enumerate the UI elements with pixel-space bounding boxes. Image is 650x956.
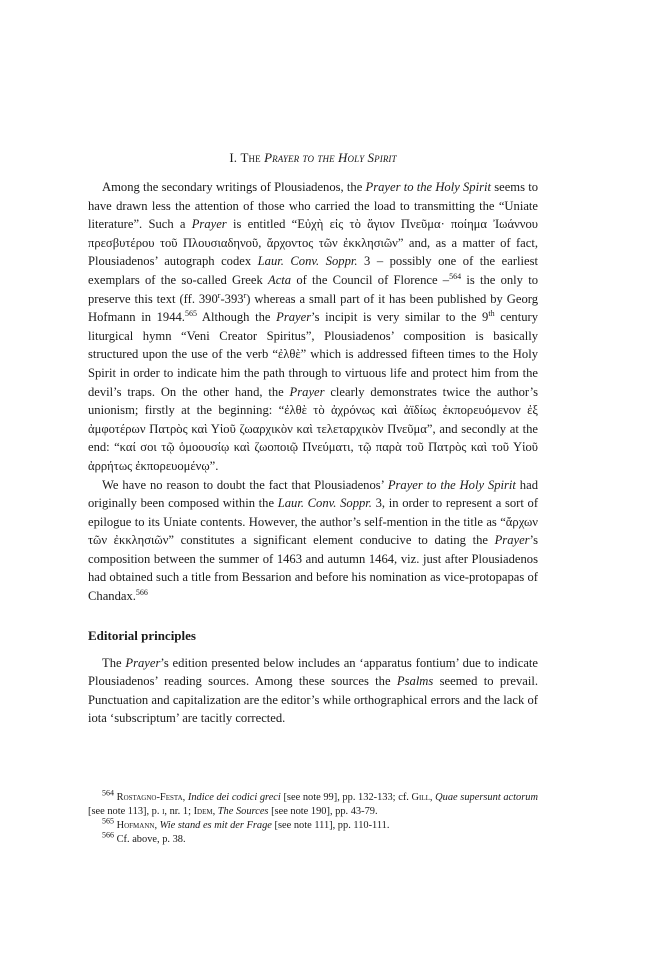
footnote-566: $^{566}$ Cf. above, p. 38. [102,830,186,845]
footnote-564: $^{564}$ Rostagno-Festa, Indice dei codici greci [see note 99], pp. 132-133; cf. Gill, Quae supersunt actorum [see note 113], p. i, nr. 1; Idem, The Sources [see note 190], pp. 43-79. [88,788,538,817]
footnote-ref-565[interactable]: 565 [184,308,197,318]
section-heading-article: The [240,150,261,165]
subheading-editorial-principles: Editorial principles [88,627,196,643]
paragraph-1: Among the secondary writings of Plousiadenos, the Prayer to the Holy Spirit seems to have drawn less the attention of those who carried the load to transmitting the “Uniate literature”. Such a Prayer is entitled “Εὐχὴ εἰς τὸ ἅγιον Πνεῦμα· ποίημα Ἰωάννου πρεσβυτέρου τοῦ Πλουσιαδηνοῦ, ἄρχοντος τῶν ἐκκλησιῶν” and, as a matter of fact, Plousiadenos’ autograph codex Laur. Conv. Soppr. 3 – possibly one of the earliest exemplars of the so-called Greek Acta of the Council of Florence –$^{564}$ is the only to preserve this text (ff. 390$^r$-393$^r$) whereas a small part of it has been published by Georg Hofmann in 1944.$^{565}$ Although the Prayer’s incipit is very similar to the 9th century liturgical hymn “Veni Creator Spiritus”, Plousiadenos’ composition is basically structured upon the use of the verb “ἐλθὲ” which is addressed fifteen times to the Holy Spirit in order to indicate him the path through to virtuous life and protect him from the devil’s traps. On the other hand, the Prayer clearly demonstrates twice the author’s unionism; firstly at the beginning: “ἐλθὲ τὸ ἀχρόνως καὶ ἀϊδίως ἐκπορευόμενον ἐξ ἀμφοτέρων Πατρὸς καὶ Υἱοῦ ζωαρχικὸν καὶ τελεταρχικὸν Πνεῦμα”, and secondly at the end: “καί σοι τῷ ὁμοουσίῳ καὶ ζωοποιῷ Πνεύματι, τῷ παρὰ τοῦ Πατρὸς καὶ τοῦ Υἱοῦ ἀρρήτως ἐκπορευομένῳ”. [88,180,539,473]
paragraph-2: We have no reason to doubt the fact that Plousiadenos’ Prayer to the Holy Spirit had originally been composed within the Laur. Conv. Soppr. 3, in order to represent a sort of epilogue to its Uniate contents. However, the author’s self-mention in the title as “ἄρχων τῶν ἐκκλησιῶν” constitutes a significant element conducive to dating the Prayer’s composition between the summer of 1463 and autumn 1464, viz. just after Plousiadenos had obtained such a title from Bessarion and before his nomination as vice-protopapas of Chandax.$^{566}$ [88,477,539,604]
section-heading [88,150,538,166]
footnote-565: $^{565}$ Hofmann, Wie stand es mit der Frage [see note 111], pp. 110-111. [102,816,390,831]
main-text [88,150,538,728]
footnotes [88,788,538,847]
section-heading-title: Prayer to the Holy Spirit [264,150,397,165]
section-number: I. [229,150,238,165]
footnote-ref-564[interactable]: 564 [449,271,462,281]
footnote-ref-566[interactable]: 566 [135,587,148,597]
paragraph-3: The Prayer’s edition presented below includes an ‘apparatus fontium’ due to indicate Plousiadenos’ reading sources. Among these sources the Psalms seemed to prevail. Punctuation and capitalization are the editor’s while orthographical errors and the lack of iota ‘subscriptum’ are tacitly corrected. [88,655,539,726]
